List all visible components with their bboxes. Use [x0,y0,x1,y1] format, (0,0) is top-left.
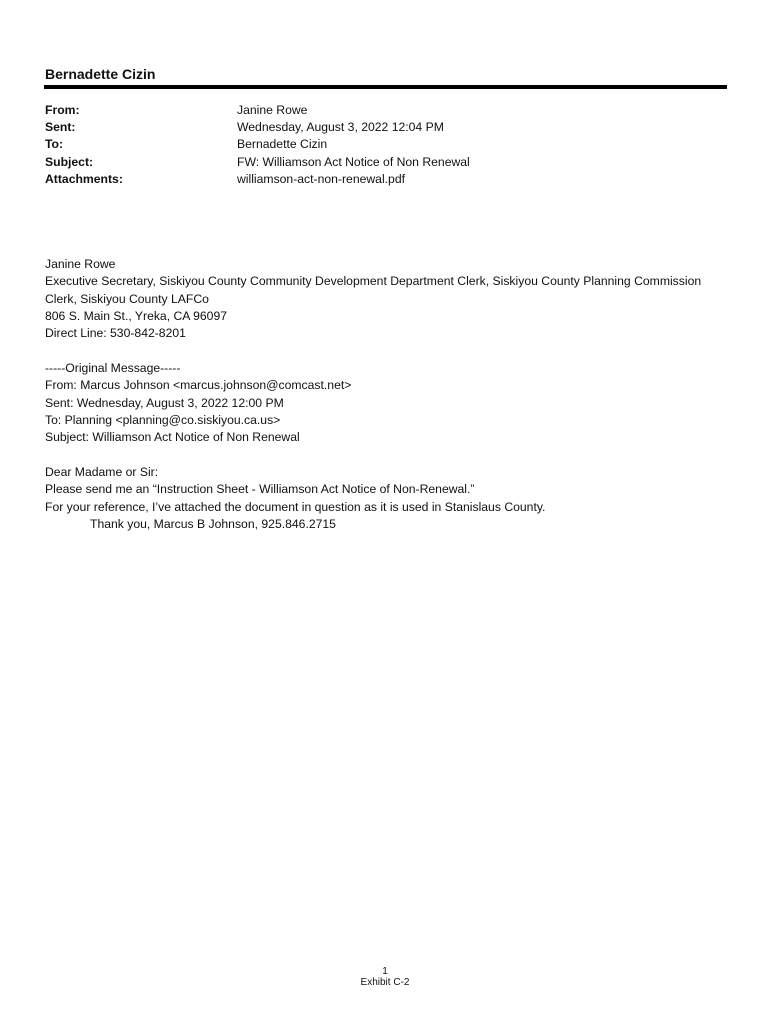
message-line: Dear Madame or Sir: [45,465,159,479]
signature-block [45,256,735,342]
header-label: Sent: [45,120,76,135]
header-label: Attachments: [45,171,123,186]
header-label: To: [45,137,64,152]
page-number: 1 [382,966,388,977]
signature-line: Clerk, Siskiyou County LAFCo [45,291,209,306]
header-row-to [45,136,725,153]
header-value: Wednesday, August 3, 2022 12:04 PM [237,120,444,135]
exhibit-label: Exhibit C-2 [360,977,410,988]
original-message-line: Subject: Williamson Act Notice of Non Renewal [45,430,300,445]
signature-line: Direct Line: 530-842-8201 [45,326,186,341]
header-row-sent [45,119,725,136]
header-label: From: [45,103,80,117]
page-footer [0,966,770,988]
attachment-filename: williamson-act-non-renewal.pdf [237,171,405,186]
header-value: Bernadette Cizin [237,137,328,152]
message-body [45,464,735,533]
header-divider [44,85,727,89]
header-value: Janine Rowe [237,103,308,117]
signature-line: Janine Rowe [45,257,116,271]
original-message-line: -----Original Message----- [45,361,181,375]
original-message-header [45,360,735,446]
signature-line: Executive Secretary, Siskiyou County Community Development Department Clerk, Siskiyou County Planning Commission [45,274,702,289]
message-line: For your reference, I’ve attached the document in question as it is used in Stanislaus County. [45,499,546,514]
original-message-line: Sent: Wednesday, August 3, 2022 12:00 PM [45,395,284,410]
header-row-attachments [45,171,725,188]
message-line: Please send me an “Instruction Sheet - Williamson Act Notice of Non-Renewal.” [45,482,475,497]
original-message-line: From: Marcus Johnson <marcus.johnson@comcast.net> [45,378,352,393]
signature-line: 806 S. Main St., Yreka, CA 96097 [45,308,228,323]
email-header-fields [45,102,725,188]
header-label: Subject: [45,154,94,169]
header-row-subject [45,154,725,171]
original-message-line: To: Planning <planning@co.siskiyou.ca.us> [45,412,281,427]
closing-line: Thank you, Marcus B Johnson, 925.846.2715 [90,516,336,531]
header-row-from [45,102,725,119]
mailbox-owner-name: Bernadette Cizin [45,66,156,82]
header-value: FW: Williamson Act Notice of Non Renewal [237,154,470,169]
